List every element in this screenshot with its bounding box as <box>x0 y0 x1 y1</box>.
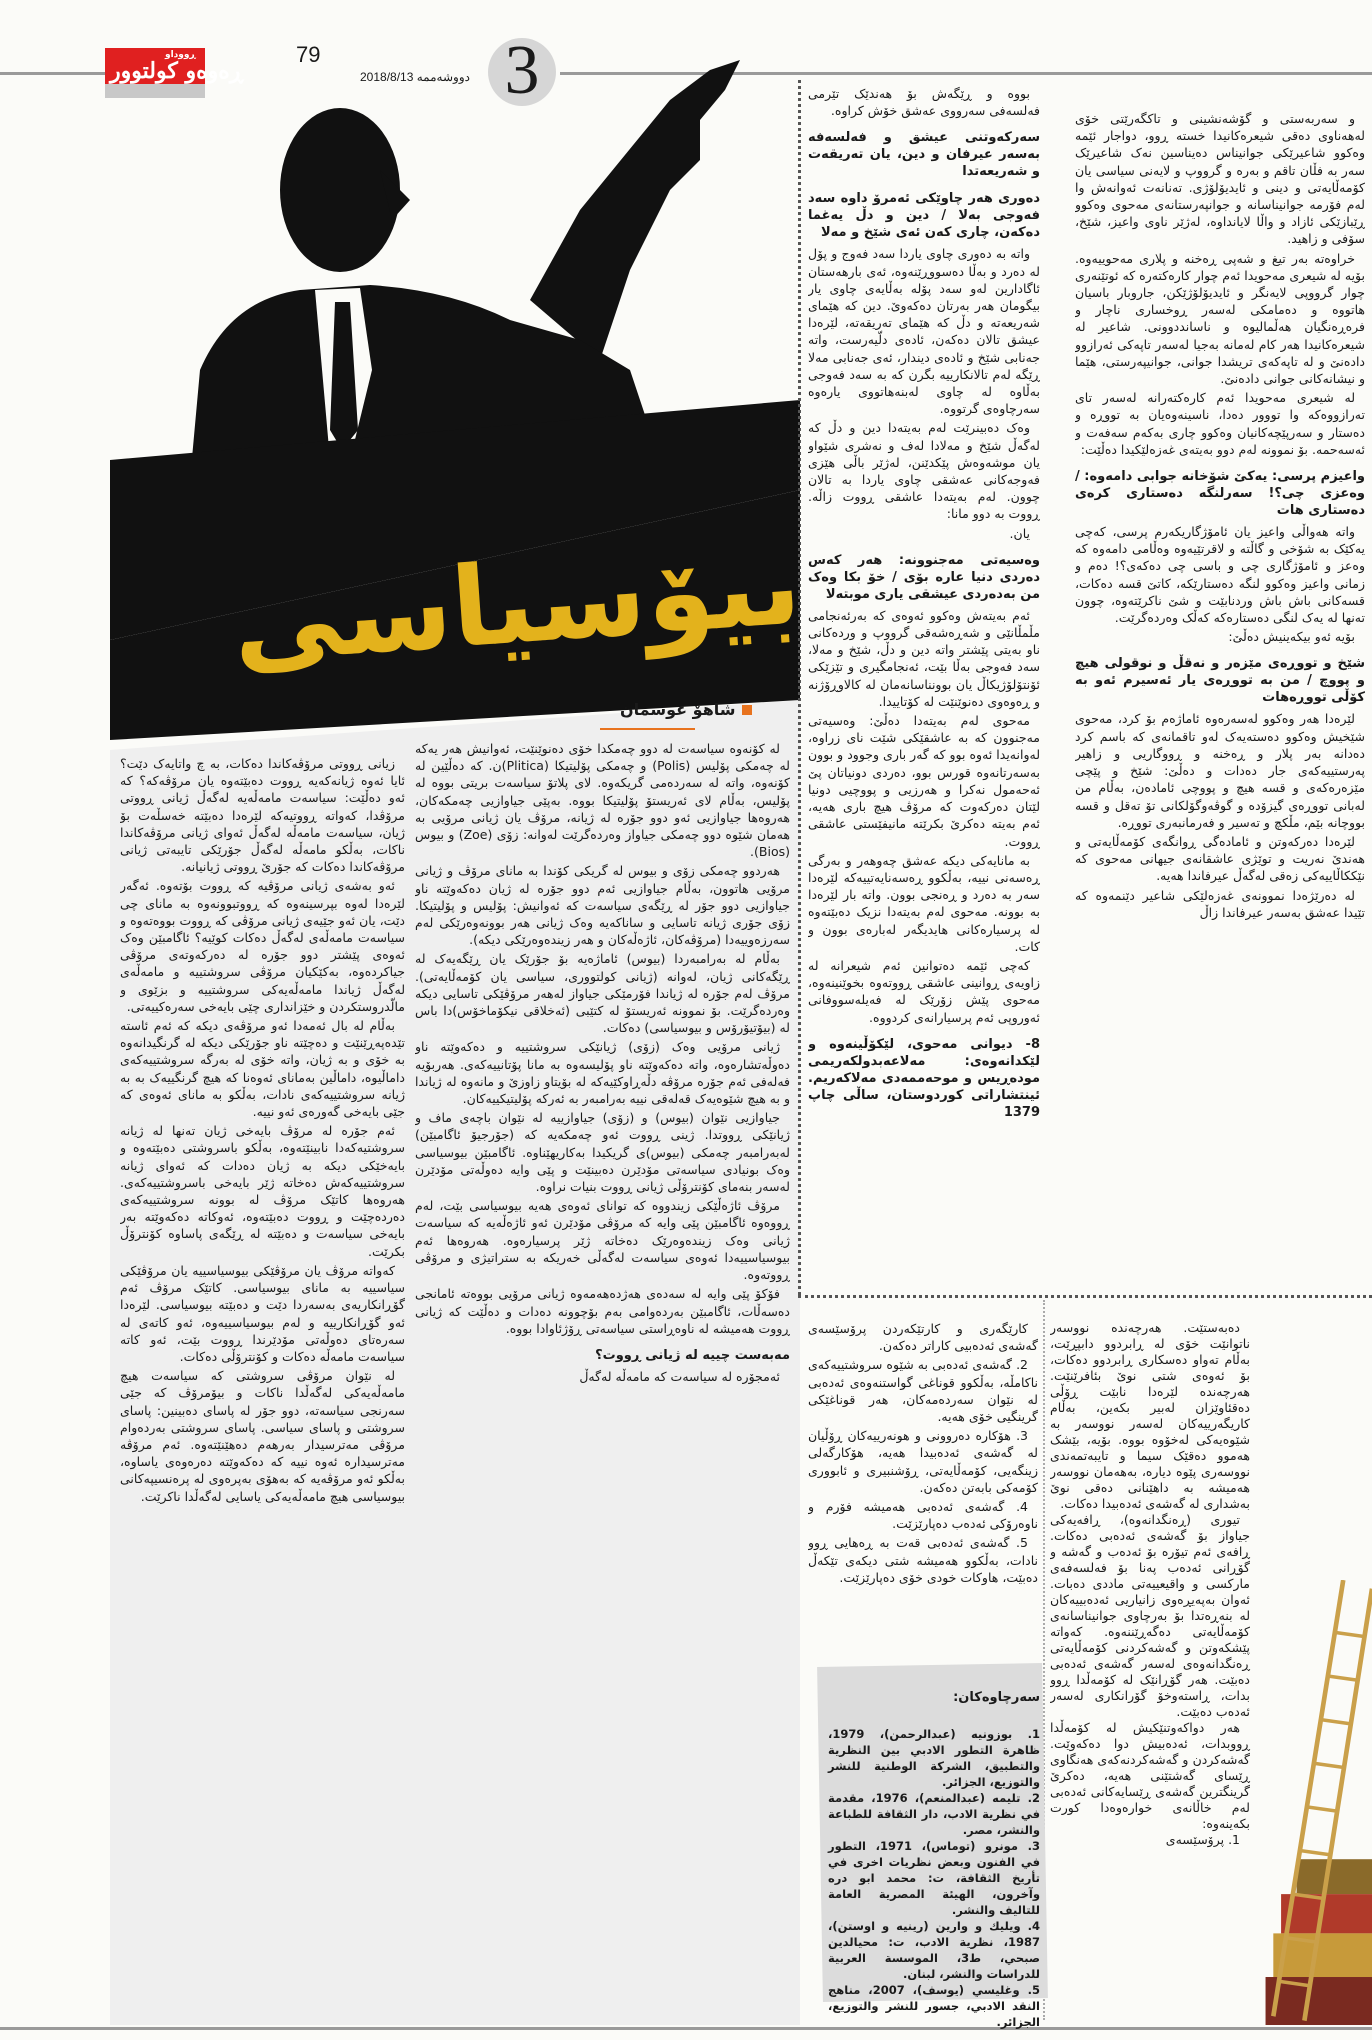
column-right-bottom <box>1050 1320 1365 2024</box>
paragraph: بووە و ڕێگەش بۆ هەندێک تێرمی فەلسەفی سەرووی عەشق خۆش کراوە. <box>808 86 1040 119</box>
list-item: کارێگەری و کارتێکەردن پرۆسێسەی گەشەی ئەدەبیی کاراتر دەکەن. <box>808 1321 1038 1354</box>
paragraph: مەحوی لەم بەیتەدا دەڵێ: وەسیەتی مەجنوون کە بە عاشقێکی شێت نای زراوە، لەوانەیدا ئەوە بوو کە گەر باری وجوود و بوون بەسەرتانەوە قورس بوو، دەردی دونیاتان پێ ئەحەمول نەکرا و هەرزیی و پووچیی دونیا لێتان دەرکەوت کە مرۆڤ هیچ باری هەیە، ئەم بەیتە دەکرێ بکرێتە مانیفێستی عاشقی ڕووت. <box>808 713 1040 849</box>
paragraph: ژیانی مرۆیی وەک (زۆی) ژیانێکی سروشتییە و دەکەوێتە ناو دەوڵەتشارەوە، واتە دەکەوێتە ناو پۆلیسەوە بە مانا پۆتانییەکەی. هەربۆیە فەلەفی ئەم جۆرە مرۆڤە دڵەڕاوکێیەکە لە بۆیتاو زاوزێ و مانەوە لە ژیاندا و بە هیچ شێوەیەک قەلەقی نییە بەرامبەر بە ئەرکە پۆلیتیکییەکان. <box>415 1039 790 1107</box>
paragraph: هەردوو چەمکی زۆی و بیوس لە گریکی کۆندا بە مانای مرۆڤ و ژیانی مرۆیی هاتوون، بەڵام جیاوازیی ئەم دوو جۆرە لە ژیان دەکەوێتە ناو جیاوازیی دوو جۆر لە ڕێگەی سیاسەت کە ئەوانیش: پۆلیس و پۆلیتیکا. زۆی جۆری ژیانە تاسایی و ساناکەیە وەک ژیانی هەر بوونەوەرێکی لەم سەرزەوییەدا (مرۆڤەکان، ئاژەڵەکان و هەر زیندەوەرێکی دیکە). <box>415 863 790 948</box>
paragraph: بەڵام لە بال ئەمەدا ئەو مرۆڤەی دیکە کە ئەم ئاستە تێدەپەڕێنێت و دەچێتە ناو جۆرێکی دیکە لە گرنگیدانەوە بە خۆی و بە ژیان، واتە خۆی لە بەرگە سروشتییەکەی داماڵیوە، داماڵین بەمانای ئەوەنا کە هیچ گرنگییەک بە بە ژیانە سروشتییەکەی نادات، بەڵکو بە مانای ئەوەی کە جێی بایەخی گەورەی ئەو نییە. <box>120 1018 405 1120</box>
subheading: وەسیەتی مەجنوونە: هەر کەس دەردی دنیا عارە بۆی / خۆ بکا وەک من بەدەردی عیشقی یاری موبتەلا <box>808 552 1040 602</box>
publisher-logo: ڕووداو <box>165 50 196 60</box>
author-underline <box>600 728 695 730</box>
paragraph: و سەربەستی و گۆشەنشینی و تاکگەرێتی خۆی لەهەناوی دەقی شیعرەکانیدا خستە ڕوو، دواجار ئێمە وەکوو شاعیرێکی جوانیناس دەیناسین نەک شاعیرێک سەر بە فڵان تاقم و بەرە و گرووپ و لایەنی سیاسی یان کۆمەڵایەتی و دینی و ئایدیۆلۆژی. تەنانەت ئەوانەش وا لەم فۆرمە جوانیناسانە و جوانپەرستانەی مەحوی وەکوو ڕێبازێکی ئازاد و واڵا لایانداوە، لەژێر ناوی واعیز، شێخ، سۆفی و زاهید. <box>1075 111 1365 247</box>
paragraph: لێرەدا دەرکەوتن و ئامادەگی ڕوانگەی کۆمەڵایەتی و هەندێ نەریت و توێژی عاشقانەی جیهانی مەحوی کە نێککاڵاییەکی زەقی لەگەڵ عیرفاندا هەیە. <box>1075 833 1365 884</box>
reference-item: 4. ويليك و وارين (رينيه و اوستن)، 1987، نظرية الادب، ت: محيالدين صبحي، ط3، الموسسة العربية للدراسات والنشر، لبنان. <box>828 1919 1041 1981</box>
subheading: سەرکەوتنی عیشق و فەلسەفە بەسەر عیرفان و دین، یان تەریقەت و شەریعەتدا <box>808 130 1040 180</box>
art-wrap-space <box>1250 1580 1365 2024</box>
paragraph: ئەم بەیتەش وەکوو ئەوەی کە بەرئەنجامی مڵمڵانێی و شەڕەشەقی گرووپ و وردەکانی ناو بەیتی پێشتر واتە دین و دڵ، شێخ و مەلا، سەد فەوجی بەڵا بێت، ئەنجامگیری و تێزێکی ئۆنتۆلۆژیکاڵ یان بوونناسانەمان لە کالاوڕۆژنە و ڕەوەوی دەنوێنێت لە کۆتاییدا. <box>808 607 1040 709</box>
paragraph: تیوری (ڕەنگدانەوە)، ڕافەیەکی جیاواز بۆ گەشەی ئەدەبی دەکات. ڕافەی ئەم تیۆرە بۆ ئەدەب و گەشە و گۆڕانی ئەدەب پەنا بۆ فەلسەفەی مارکسی و واقیعییەتی ماددی دەبات. ئەوان بەپەیڕەوی زانیاریی ئەدەبییەکان لە بنەڕەتدا بۆ بەرچاوی جوانیناسانەی کۆمەڵایەتی دەگەڕێننەوە. کەواتە پێشکەوتن و گەشەکردنی کۆمەڵایەتی ڕەنگدانەوەی لەسەر گەشەی ئەدەبی دەبێت. هەر گۆڕانێک لە کۆمەڵدا ڕوو بدات، ڕاستەوخۆ گۆرانکاری لەسەر ئەدەب دەبێت. <box>1050 1512 1250 1719</box>
column-right-top <box>1075 110 1365 1290</box>
reference-item: 5. وغليسي (يوسف)، 2007، مناهج النقد الادبي، جسور للنشر والتوزيع، الجزائر. <box>828 1983 1040 2029</box>
reference-item: 1. بوزونیه (عبدالرحمن)، 1979، ظاهرة التطور الادبي بين النظرية والتطبيق، الشركة الوطنية للنشر والتوزيع، الجزائر. <box>828 1727 1040 1789</box>
subheading: دەوری هەر چاوێکی ئەمرۆ داوە سەد فەوجی بەلا / دین و دڵ یەغما دەکەن، چاری کەن ئەی شێخ و مەلا <box>808 191 1040 241</box>
author-byline <box>620 700 752 719</box>
paragraph: واتە بە دەوری چاوی یاردا سەد فەوج و پۆل لە دەرد و بەڵا دەسووڕێنەوە، ئەی بارهەستان ئاگادارین لەو سەد پۆلە بەڵایەی چاوی یار بیگومان هەر بەرتان دەکەوێ. دین کە هێمای شەریعەتە و دڵ کە هێمای تەریقەتە، لێرەدا عیشق تالان دەکەن، ئادەی دلّیەرست، واتە جەنابی شێخ و ئادەی دیندار، ئەی جەنابی مەلا ڕێگە لەم تالانکارییە بگرن کە بە سەد فەوجی بەڵاوە لە چاوی لەبنەهاتووی یارەوە سەرچاوەی گرتووە. <box>808 246 1040 417</box>
reference-item: 3. مونرو (توماس)، 1971، التطور في الفنون وبعض نظريات اخرى في تأريخ الثقافة، ت: محمد ابو دره وآخرون، الهيئة المصرية العامة للتاليف والنشر. <box>828 1839 1040 1917</box>
paragraph: لە کۆنەوە سیاسەت لە دوو چەمکدا خۆی دەنوێنێت، ئەوانیش هەر یەکە لە چەمکی پۆلیس (Polis) و چەمکی پۆلیتیکا (Plitica)ن. کە دەڵێین لە کۆنەوە، واتە لە سەردەمی گریکەوە. لای پلاتۆ سیاسەت بریتی بووە لە پۆلیس، بەڵام لای ئەریستۆ پۆلیتیکا بووە. بەپێی جیاوازیی چەمکەکان، هەروەها جیاوازیی ئەو دوو جۆرە لە ژیانە، مرۆڤ یان ژیانی مرۆیی بە هەمان شێوە دوو چەمکی جیاواز وەردەگرێت لەوانە: زۆی (Zoe) و بیوس (Bios). <box>415 741 790 860</box>
day: دووشەممە <box>416 70 470 84</box>
reference-item: 2. تليمه (عبدالمنعم)، 1976، مقدمة في نظرية الادب، دار الثقافة للطباعة والنشر، مصر. <box>828 1791 1040 1837</box>
column-mid-bottom <box>808 1320 1038 1650</box>
paragraph: 1. پرۆسێسەی <box>1165 1832 1240 1847</box>
paragraph: کەواتە مرۆڤ یان مرۆڤێکی بیوسیاسییە یان مرۆڤێکی سیاسییە بە مانای بیوسیاسی. کاتێک مرۆڤ ئەم گۆڕانکاریەی بەسەردا دێت و دەبێتە بیوسیاسی. لێرەدا ئەو گۆڕانکارییە و لەم بیوسیاسییەوە، ئەو کاتەی لە سەرەتای دەوڵەتی مۆدێرندا ڕووت بێت، ئەو کاتە سیاسەت مامەڵە دەکات و کۆنترۆڵی دەکات. <box>120 1262 405 1364</box>
paragraph: ئەو بەشەی ژیانی مرۆڤیە کە ڕووت بۆتەوە. ئەگەر لێرەدا لەوە بپرسینەوە کە ڕووتبوونەوە بە مانای چی دێت، یان ئەو جێیەی ژیانی مرۆڤی کە ڕووت بووەتەوە و سیاسەت مامەڵەی لەگەڵ دەکات کوێیە؟ ئاگامبێن وەک ئەوەی پێشتر دوو جۆرە لە دەرکەوتەی مرۆڤی جیاکردەوە، بەکێکیان مرۆڤی سروشتییە و مامەڵەی لەگەڵ ژیاندا مامەڵەیەکی سروشتییە و بزێوی و مالّدروستکردن و خێزانداری چێی بایەخی سەرەکییەتی. <box>120 878 405 1014</box>
paragraph: بۆیە ئەو بیکەینیش دەڵێ: <box>1228 629 1355 645</box>
section-number: 3 <box>488 38 556 106</box>
subheading: شێخ و تووڕەی مێزەر و نەقڵ و نوقولی هیچ و پووچ / من بە تووڕەی یار ئەسیرم ئەو بە کۆڵی تووڕەهات <box>1075 656 1365 706</box>
page-number: 79 <box>296 42 321 67</box>
column-left-b <box>415 740 790 2025</box>
references-heading: سەرچاوەکان: <box>953 1690 1040 1705</box>
article-title: بیۆسیاسی <box>228 520 805 688</box>
paragraph: وەک دەبینرێت لەم بەیتەدا دین و دڵ کە لەگەڵ شێخ و مەلادا لەف و نەشری شێواو یان موشەوەش پێکدێنن، لەژێر باڵی هێزی فەوجەکانی عەشقی چاوی یاردا بە تالان چوون. لەم بەیتەدا عاشقی ڕووت زاڵە. ڕووت بە دوو مانا: <box>808 420 1040 522</box>
paragraph: جیاوازیی نێوان (بیوس) و (زۆی) جیاوازییە لە نێوان باچەی ماف و ژیانێکی ڕووتدا. ژینی ڕووت ئەو چەمکەیە کە (جۆرجیۆ ئاگامبێن) لەبەرامبەر چەمکی (بیوس)ی گریکیدا بەکاریهێناوە. ئاگامبێن بیوسیاسی وەک بونیادی سیاسەتی مۆدێرن دەبینێت و پێی وایە دەوڵەتی مۆدێرن لەسەر بنەمای کۆنترۆڵی ژیانی ڕووت بنیات نراوە. <box>415 1110 790 1195</box>
paragraph: ئەمجۆرە لە سیاسەت کە مامەڵە لەگەڵ <box>579 1368 780 1384</box>
footnote: 8- دیوانی مەحوی، لێکۆڵینەوە و لێکدانەوەی: مەلاعەبدولکەریمی مودەڕیس و موحەممەدی مەلاکەریم. ئینتشاراتی کوردوستان، ساڵی چاپ 1379 <box>808 1036 1040 1120</box>
paragraph: لێرەدا هەر وەکوو لەسەرەوە ئاماژەم بۆ کرد، مەحوی شێخیش وەکوو دەستەیەک لەو تاقمانەی کە باسم کرد دەدانە بەر پلار و ڕەخنە و ڕووگاریی و زاهیر پەرستییەکەی جار دەدات و دەڵێ: شێخ و پێچی مێزەرەکەی و قسە هیچ و پووچی ئامادەن، بەڵام من لەبانی تووڕەی گیزۆدە و گوڤەوگۆلکانی تۆ تەقل و قسە بووچانە بێم، مڵکچ و تەسیر و فەرمانبەری تووڕە. <box>1075 711 1365 830</box>
paragraph: واتە هەواڵی واعیز یان ئامۆژگاریکەرم پرسی، کەچی یەکێک بە شۆخی و گاڵتە و لاقرتێیەوە وەڵامی دامەوە کە وەعز و ئامۆژگاری چی و باسی چی دەکەی؟! دەم و زمانی واعیز وەکوو لنگە دەستارێکە، کاتێ قسە دەکات، قسەکانی باش باش وردنابێت و شێ ناکرێتەوە، چوون تەنها لە یەک لنگی دەستارەکە کەڵک وەردەگرێت. <box>1075 524 1365 626</box>
paragraph: لە شیعری مەحویدا ئەم کارەکتەرانە لەسەر تای تەرازووەکە وا تووور دەدا، ناسینەوەیان بە تووڕە و دەستار و سەرپێچەکانیان وەکوو چاری بەکەم سەفەت و ئەسەحمە. بۆ نموونە لەم دوو بەیتەی غەزەلێکیدا دەڵێت: <box>1075 390 1365 457</box>
column-divider <box>798 80 801 1295</box>
list-item: 3. هۆکارە دەروونی و هونەرییەکان ڕۆڵیان لە گەشەی ئەدەبیدا هەیە، هۆکارگەلی زینگەیی، کۆمەڵایەتی، ڕۆشنبیری و ئابووری کۆمەکی بابەتن دەکەن. <box>808 1428 1038 1495</box>
paragraph: لە نێوان مرۆڤی سروشتی کە سیاسەت هیچ مامەڵەیەکی لەگەڵدا ناکات و بیۆمرۆڤ کە جێی سەرنجی سیاسەتە، دوو جۆر لە پاسای دەبینین: پاسای سروشتی و پاسای سیاسی. پاسای سروشتی بەردەوام مرۆڤی مەترسیدار بەرهەم دەهێنێتەوە. ئەم مرۆڤە مەترسیدارە ئەوە نییە کە دەکەوێتە دەرەوەی یاساوە، بەڵکو ئەو مرۆڤەیە کە بەهۆی بەپرەوی لە پرەنسیپەکانی بیوسیاسی هیچ مامەڵەیەکی یاسایی لەگەڵدا ناکرێت. <box>120 1368 405 1504</box>
paragraph: دەبەستێت. هەرچەندە نووسەر ناتوانێت خۆی لە ڕابردوو دابپڕێت، بەڵام تەواو دەسکاری ڕابردوو دەکات، بۆ ئەوەی شتی نوێ بئافرێنێت. هەرچەندە لێرەدا نابێت ڕۆڵی دەقئاوێزان لەبیر بکەین، بەڵام کاریگەرییەکان لەسەر نووسەر بە شێوەیەکی لەخۆوە بووە. بۆیە، بێشک هەموو دەقێک سیما و تایبەتمەندی نووسەری پێوە دیارە، بەهەمان نووسەر هەمیشە بە داهێنانی دەقی نوێ بەشداری لە گەشەی ئەدەبیدا دەکات. <box>1050 1320 1250 1511</box>
list-item: 5. گەشەی ئەدەبی قەت بە ڕەهایی ڕوو نادات، بەڵکوو هەمیشە شتی دیکەی تێکەڵ دەبێت، هاوکات خودی خۆی دەپارێزێت. <box>808 1535 1038 1585</box>
paragraph: بە مانایەکی دیکە عەشق چەوهەر و بەرگی ڕەسەنی نییە، بەڵکوو ڕەسەنایەتییەکە لێرەدا سەر بە دەرد و ڕەنجی بوون. واتە بار لێرەدا بە بوونە. مەحوی لەم بەیتەدا نزیک دەبێتەوە لە پرسیارەکانی هایدیگەر لەبارەی بوون و کات. <box>808 852 1040 954</box>
top-rule <box>0 72 105 75</box>
subheading: واعیزم پرسی: یەکێ شۆخانە جوابی دامەوە: / وەعزی چی؟! سەرلنگە دەستاری کرەی دەستاری هات <box>1075 469 1365 519</box>
paragraph: هەر دواکەوتنێکیش لە کۆمەڵدا ڕووبدات، ئەدەبیش دوا دەکەوێت. گەشەکردن و گەشەکردنەکەی هەنگاوی ڕێسای گەشتێنی هەیە، دەکرێ گرینگترین گەشەی ڕێسایەکانی ئەدەبی لەم خاڵانەی خوارەوەدا کورت بکەینەوە: <box>1050 1720 1250 1831</box>
paragraph: فۆکۆ پێی وایە لە سەدەی هەژدەهەمەوە ژیانی مرۆیی بووەتە ئامانجی دەسەڵات، ئاگامبێن بەردەوامی بەم بۆچوونە دەدات و دەڵێت کە ژیانی ڕووت هەمیشە لە ناوەڕاستی سیاسەتی ڕۆژئاوادا بووە. <box>415 1286 790 1336</box>
section-divider <box>798 1295 1372 1298</box>
author-name: شاهۆ عوسمان <box>620 700 736 719</box>
paragraph: ئەم جۆرە لە مرۆڤ بایەخی ژیان تەنها لە ژیانە سروشتیەکەدا نابینێتەوە، بەڵکو باسروشتی دەبێتەوە و بایەخێکی دیکە بە ژیان دەدات کە ئەوای ژیانە سروشتییەکەش دەخاتە ژێر بایەخی باسروشتییەکەی. هەروەها کاتێک مرۆڤ لە بوونە سروشتییەکەی دەردەچێت و ڕووت دەبێتەوە، ئەوکاتە دەکەوێتە بەر بایەخی سیاسەت و دەبێتە لە ڕێگەی پاساوە کۆنترۆڵ بکرێت. <box>120 1123 405 1259</box>
masthead-name: ڕەوەو کولتوور <box>110 58 244 84</box>
paragraph: مرۆڤ ئاژەڵێکی زیندووە کە توانای ئەوەی هەیە بیوسیاسی بێت، لەم ڕووەوە ئاگامبێن پێی وایە کە مرۆڤی مۆدێرن ئەو ئاژەڵەیە کە سیاسەت ژیانی وەک زیندەوەرێک دەخاتە ژێر پرسیارەوە. هەروەها ئەم بیوسیاسییەدا ئەوەی سیاسەت لەگەڵی خەریکە بە ستراتیژی و مرۆڤی ڕووتەوە. <box>415 1198 790 1283</box>
bullet-square-icon <box>742 705 752 715</box>
date: 2018/8/13 <box>360 70 414 84</box>
references <box>828 1690 1040 2030</box>
paragraph: بەڵام لە بەرامبەردا (بیوس) ئاماژەیە بۆ جۆرێک یان ڕێگەیەک لە ڕێگەکانی ژیان، لەوانە (ژیانی کولتووری، سیاسی یان کۆمەڵایەتی). مرۆڤ لەم جۆرە لە ژیاندا فۆرمێکی جیاواز لەهەر مرۆڤێکی تاسایی دیکە وەردەگرێت. بۆ نموونە ئەریستۆ لە کتێبی (ئەخلاقی نیکۆماخۆس)دا باس لە (بیۆتیۆرۆس و بیوسیاسی) دەکات. <box>415 951 790 1036</box>
paragraph: یان. <box>1009 525 1030 541</box>
column-left-a <box>120 735 405 2040</box>
list-item: 4. گەشەی ئەدەبی هەمیشە فۆرم و ناوەرۆکی ئەدەب دەپارێزێت. <box>808 1499 1038 1532</box>
list-item: 2. گەشەی ئەدەبی بە شێوە سروشتییەکەی ناکامڵە، بەڵکوو قوناغی گواستنەوەی ئەدەبی لە نێوان سەردەمەکان، هەر قوناغێکی گرینگیی خۆی هەیە. <box>808 1357 1038 1425</box>
paragraph: خراوەتە بەر تیغ و شەپی ڕەخنە و پلاری مەحوییەوە. بۆیە لە شیعری مەحویدا ئەم چوار کارەکتەرە کە ئوتێنەری چوار گرووپی لایەنگر و ئایدیۆلۆژێکن، جاروبار باسیان هاتووە و دەمامکی لەسەر ڕوخساری ناچار و فرەڕەنگیان هەڵمالیوە و ناسانددوونی. شاعیر لە شیعرەکانیدا هەر کام لەمانە بەجیا لەسەر تاپەکی ئەرازوو دادەنێ و لە تاپەکەی تریشدا جوانی، جوانیپەرستی، هێما و نیشانەکانی جوانی دادەنێ. <box>1075 250 1365 387</box>
paragraph: کەچی ئێمە دەتوانین ئەم شیعرانە لە زاویەی ڕوانینی عاشقی ڕووتەوە بخوێنینەوە، مەحوی پێش زۆرێک لە فەیلەسووفانی ئەوروپی ئەم پرسیارانەی کردووە. <box>808 957 1040 1025</box>
column-mid-top <box>808 85 1040 1290</box>
paragraph: لە دەرێژەدا نموونەی غەزەلێکی شاعیر دێنمەوە کە تێیدا عەشق بەسەر عیرفاندا زاڵ <box>1075 887 1365 920</box>
subheading: مەبەست چییە لە ژیانی ڕووت؟ <box>595 1347 790 1363</box>
paragraph: زیانی ڕووتی مرۆڤەکاندا دەکات، بە چ واتایەک دێت؟ ئایا ئەوە ژیانەکەیە ڕووت دەبێتەوە یان مرۆڤەکە؟ کە ئەو دەڵێت: سیاسەت مامەڵەیە لەگەڵ ژیانی ڕووتی مرۆڤدا، کەواتە ڕووتیەکە لێرەدا دەبێتە خەسڵەت بۆ ژیان، سیاسەت مامەڵە لەگەڵ ئەوای ژیانی مرۆڤەکاندا ناکات، بەڵکو مامەڵە لەگەڵ جۆرێکی تایبەتی ژیانی مرۆڤەکاندا دەکات کە جۆرێ ڕووتی ژیانیانە. <box>120 756 405 875</box>
